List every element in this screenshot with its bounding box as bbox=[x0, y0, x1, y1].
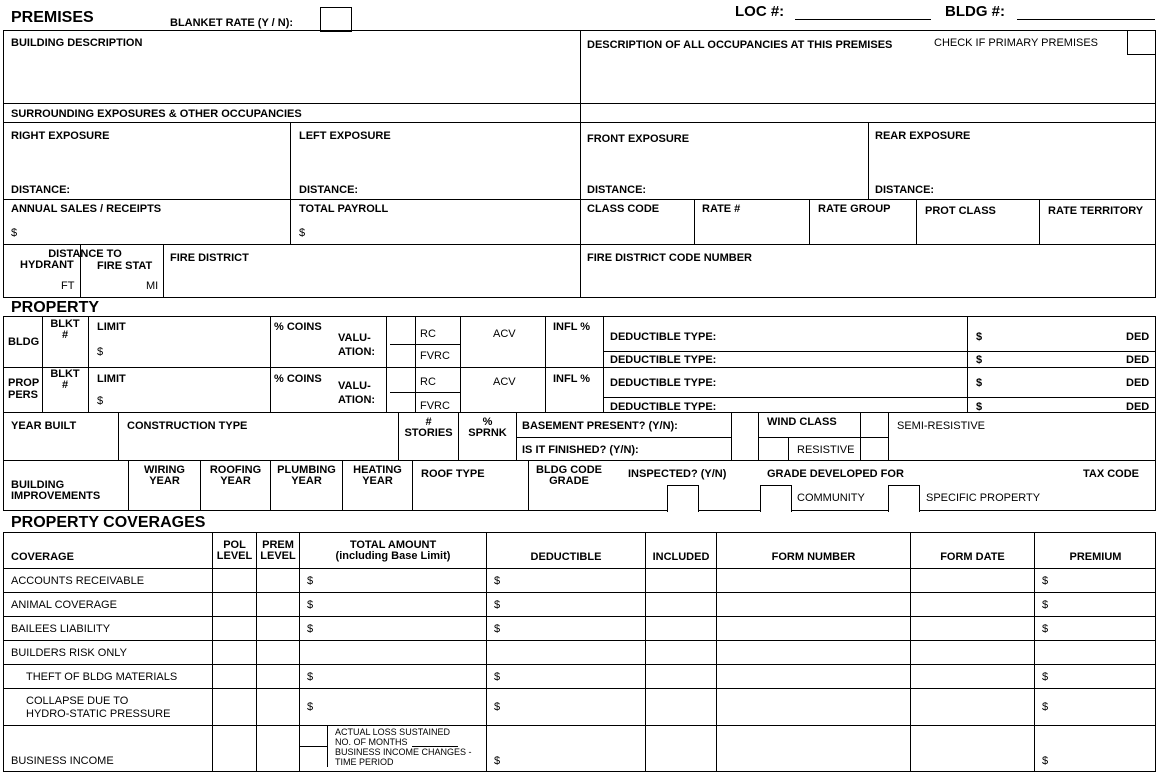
deductible-dollar: $ bbox=[494, 701, 501, 713]
col-form-number: FORM NUMBER bbox=[771, 551, 856, 563]
basement-present-label: BASEMENT PRESENT? (Y/N): bbox=[522, 420, 678, 432]
occupancies-label: DESCRIPTION OF ALL OCCUPANCIES AT THIS PREMISES bbox=[587, 39, 893, 51]
community-checkbox[interactable] bbox=[760, 485, 792, 512]
row-animal-coverage: ANIMAL COVERAGE bbox=[11, 599, 117, 611]
resistive-label: RESISTIVE bbox=[797, 444, 855, 456]
bldg-label: BLDG bbox=[8, 336, 40, 348]
plumbing-year-label: YEAR bbox=[291, 475, 322, 487]
stories-label-1: # bbox=[425, 416, 432, 428]
bldg-rc-label: RC bbox=[420, 328, 436, 340]
wiring-year-label: YEAR bbox=[149, 475, 180, 487]
col-included: INCLUDED bbox=[652, 551, 710, 563]
class-code-label: CLASS CODE bbox=[587, 203, 660, 215]
pp-ded-2: DED bbox=[1126, 401, 1150, 413]
pp-deductible-type-1: DEDUCTIBLE TYPE: bbox=[610, 377, 717, 389]
bldg-limit-label: LIMIT bbox=[97, 321, 126, 333]
property-coverages-title: PROPERTY COVERAGES bbox=[11, 514, 206, 531]
total-payroll-dollar: $ bbox=[299, 227, 306, 239]
amount-dollar: $ bbox=[307, 575, 314, 587]
basement-present-field[interactable] bbox=[732, 413, 758, 437]
specific-property-checkbox[interactable] bbox=[888, 485, 920, 512]
col-total-amount: TOTAL AMOUNT bbox=[349, 539, 437, 551]
annual-sales-dollar: $ bbox=[11, 227, 18, 239]
col-deductible: DEDUCTIBLE bbox=[530, 551, 602, 563]
inspected-label: INSPECTED? (Y/N) bbox=[628, 468, 727, 480]
premium-dollar: $ bbox=[1042, 755, 1049, 767]
semi-resistive-label: SEMI-RESISTIVE bbox=[897, 420, 986, 432]
row-bailees-liability: BAILEES LIABILITY bbox=[11, 623, 111, 635]
primary-premises-checkbox[interactable] bbox=[1128, 31, 1155, 54]
deductible-dollar: $ bbox=[494, 671, 501, 683]
premium-dollar: $ bbox=[1042, 623, 1049, 635]
blanket-rate-label: BLANKET RATE (Y / N): bbox=[170, 17, 294, 29]
is-it-finished-label: IS IT FINISHED? (Y/N): bbox=[522, 444, 639, 456]
heating-year-label: YEAR bbox=[362, 475, 393, 487]
col-form-date: FORM DATE bbox=[940, 551, 1005, 563]
premium-dollar: $ bbox=[1042, 575, 1049, 587]
sprnk-label-2: SPRNK bbox=[468, 427, 507, 439]
building-description-field[interactable] bbox=[4, 52, 579, 102]
col-prem: PREM bbox=[262, 539, 294, 551]
col-coverage: COVERAGE bbox=[11, 551, 74, 563]
pp-fvrc-label: FVRC bbox=[420, 400, 450, 412]
building-description-label: BUILDING DESCRIPTION bbox=[11, 37, 143, 49]
amount-dollar: $ bbox=[307, 599, 314, 611]
left-distance-label: DISTANCE: bbox=[299, 184, 359, 196]
rate-group-label: RATE GROUP bbox=[818, 203, 891, 215]
occupancies-field[interactable] bbox=[581, 56, 1155, 102]
stories-label-2: STORIES bbox=[404, 427, 453, 439]
prop-pers-label-1: PROP bbox=[8, 377, 40, 389]
bldg-deductible-type-2: DEDUCTIBLE TYPE: bbox=[610, 354, 717, 366]
prop-pers-label-2: PERS bbox=[8, 389, 38, 401]
roofing-label: ROOFING bbox=[209, 464, 262, 476]
row-theft-of-bldg-materials: THEFT OF BLDG MATERIALS bbox=[26, 671, 178, 683]
bldg-blkt-label: BLKT bbox=[50, 318, 80, 330]
grade-label: GRADE bbox=[549, 475, 589, 487]
rate-territory-label: RATE TERRITORY bbox=[1048, 205, 1144, 217]
plumbing-label: PLUMBING bbox=[277, 464, 336, 476]
pp-ded-dollar-2: $ bbox=[976, 401, 983, 413]
bi-actual-loss: ACTUAL LOSS SUSTAINED bbox=[335, 727, 451, 737]
check-primary-label: CHECK IF PRIMARY PREMISES bbox=[934, 37, 1099, 49]
total-payroll-label: TOTAL PAYROLL bbox=[299, 203, 389, 215]
pp-ation-label: ATION: bbox=[338, 394, 376, 406]
deductible-dollar: $ bbox=[494, 623, 501, 635]
bldg-ded-2: DED bbox=[1126, 354, 1150, 366]
pp-acv-label: ACV bbox=[493, 376, 516, 388]
bldg-fvrc-label: FVRC bbox=[420, 350, 450, 362]
specific-property-label: SPECIFIC PROPERTY bbox=[926, 492, 1041, 504]
col-pol: POL bbox=[223, 539, 246, 551]
col-including-base-limit: (including Base Limit) bbox=[335, 550, 451, 562]
amount-dollar: $ bbox=[307, 701, 314, 713]
construction-type-label: CONSTRUCTION TYPE bbox=[127, 420, 248, 432]
bldg-code-label: BLDG CODE bbox=[536, 464, 602, 476]
amount-dollar: $ bbox=[307, 671, 314, 683]
rear-exposure-label: REAR EXPOSURE bbox=[875, 130, 971, 142]
fire-district-label: FIRE DISTRICT bbox=[170, 252, 249, 264]
wiring-label: WIRING bbox=[144, 464, 185, 476]
row-business-income: BUSINESS INCOME bbox=[11, 755, 114, 767]
row-builders-risk-only: BUILDERS RISK ONLY bbox=[11, 647, 127, 659]
right-distance-label: DISTANCE: bbox=[11, 184, 71, 196]
bldg-label: BLDG #: bbox=[945, 3, 1005, 20]
inspected-field[interactable] bbox=[667, 485, 699, 512]
fire-district-code-label: FIRE DISTRICT CODE NUMBER bbox=[587, 252, 752, 264]
bldg-coins-label: % COINS bbox=[274, 321, 322, 333]
roofing-year-label: YEAR bbox=[220, 475, 251, 487]
community-label: COMMUNITY bbox=[797, 492, 865, 504]
is-it-finished-field[interactable] bbox=[732, 438, 758, 460]
mi-unit: MI bbox=[146, 280, 159, 292]
bldg-limit-dollar: $ bbox=[97, 346, 104, 358]
surrounding-exposures-label: SURROUNDING EXPOSURES & OTHER OCCUPANCIES bbox=[11, 108, 302, 120]
col-premium: PREMIUM bbox=[1069, 551, 1122, 563]
premium-dollar: $ bbox=[1042, 599, 1049, 611]
bldg-ded-dollar-2: $ bbox=[976, 354, 983, 366]
prot-class-label: PROT CLASS bbox=[925, 205, 996, 217]
pp-blkt-hash: # bbox=[61, 379, 69, 391]
premium-dollar: $ bbox=[1042, 701, 1049, 713]
bi-income-changes: BUSINESS INCOME CHANGES - bbox=[335, 747, 472, 757]
pp-ded-dollar-1: $ bbox=[976, 377, 983, 389]
bldg-ation-label: ATION: bbox=[338, 346, 376, 358]
pp-coins-label: % COINS bbox=[274, 373, 322, 385]
pp-blkt-label: BLKT bbox=[50, 368, 80, 380]
sprnk-label-1: % bbox=[482, 416, 493, 428]
front-exposure-label: FRONT EXPOSURE bbox=[587, 133, 690, 145]
bldg-infl-label: INFL % bbox=[553, 321, 591, 333]
ft-unit: FT bbox=[61, 280, 75, 292]
pp-limit-dollar: $ bbox=[97, 395, 104, 407]
row-collapse-1: COLLAPSE DUE TO bbox=[26, 695, 129, 707]
row-collapse-2: HYDRO-STATIC PRESSURE bbox=[26, 708, 171, 720]
bldg-ded-1: DED bbox=[1126, 331, 1150, 343]
blanket-rate-field[interactable] bbox=[320, 7, 352, 32]
pp-valu-label: VALU- bbox=[338, 380, 371, 392]
tax-code-label: TAX CODE bbox=[1083, 468, 1140, 480]
fire-stat-label: FIRE STAT bbox=[97, 260, 153, 272]
hydrant-label: HYDRANT bbox=[20, 259, 74, 271]
deductible-dollar: $ bbox=[494, 599, 501, 611]
row-accounts-receivable: ACCOUNTS RECEIVABLE bbox=[11, 575, 145, 587]
year-built-label: YEAR BUILT bbox=[11, 420, 77, 432]
col-pol-level: LEVEL bbox=[216, 550, 253, 562]
bldg-acv-label: ACV bbox=[493, 328, 516, 340]
amount-dollar: $ bbox=[307, 623, 314, 635]
premises-title: PREMISES bbox=[11, 9, 94, 26]
right-exposure-label: RIGHT EXPOSURE bbox=[11, 130, 110, 142]
front-distance-label: DISTANCE: bbox=[587, 184, 647, 196]
pp-infl-label: INFL % bbox=[553, 373, 591, 385]
bldg-valu-label: VALU- bbox=[338, 332, 371, 344]
pp-ded-1: DED bbox=[1126, 377, 1150, 389]
rear-distance-label: DISTANCE: bbox=[875, 184, 935, 196]
wind-class-label: WIND CLASS bbox=[767, 416, 837, 428]
pp-rc-label: RC bbox=[420, 376, 436, 388]
left-exposure-label: LEFT EXPOSURE bbox=[299, 130, 391, 142]
bldg-ded-dollar-1: $ bbox=[976, 331, 983, 343]
pp-deductible-type-2: DEDUCTIBLE TYPE: bbox=[610, 401, 717, 413]
bi-no-of-months: NO. OF MONTHS bbox=[335, 737, 408, 747]
deductible-dollar: $ bbox=[494, 755, 501, 767]
heating-label: HEATING bbox=[353, 464, 402, 476]
annual-sales-label: ANNUAL SALES / RECEIPTS bbox=[11, 203, 162, 215]
premium-dollar: $ bbox=[1042, 671, 1049, 683]
bldg-blkt-hash: # bbox=[61, 329, 69, 341]
bi-time-period: TIME PERIOD bbox=[335, 757, 394, 767]
roof-type-label: ROOF TYPE bbox=[421, 468, 485, 480]
building-label: BUILDING bbox=[11, 479, 65, 491]
col-prem-level: LEVEL bbox=[260, 550, 296, 562]
semi-resistive-checkbox[interactable] bbox=[861, 413, 888, 437]
property-title: PROPERTY bbox=[11, 299, 100, 316]
loc-label: LOC #: bbox=[735, 3, 785, 20]
bldg-field[interactable] bbox=[1017, 19, 1155, 20]
improvements-label: IMPROVEMENTS bbox=[11, 490, 101, 502]
rate-number-label: RATE # bbox=[702, 203, 741, 215]
deductible-dollar: $ bbox=[494, 575, 501, 587]
distance-to-label: DISTANCE TO bbox=[48, 248, 122, 260]
grade-developed-label: GRADE DEVELOPED FOR bbox=[767, 468, 904, 480]
pp-limit-label: LIMIT bbox=[97, 373, 126, 385]
loc-field[interactable] bbox=[795, 19, 931, 20]
resistive-checkbox[interactable] bbox=[759, 438, 788, 460]
bldg-deductible-type-1: DEDUCTIBLE TYPE: bbox=[610, 331, 717, 343]
